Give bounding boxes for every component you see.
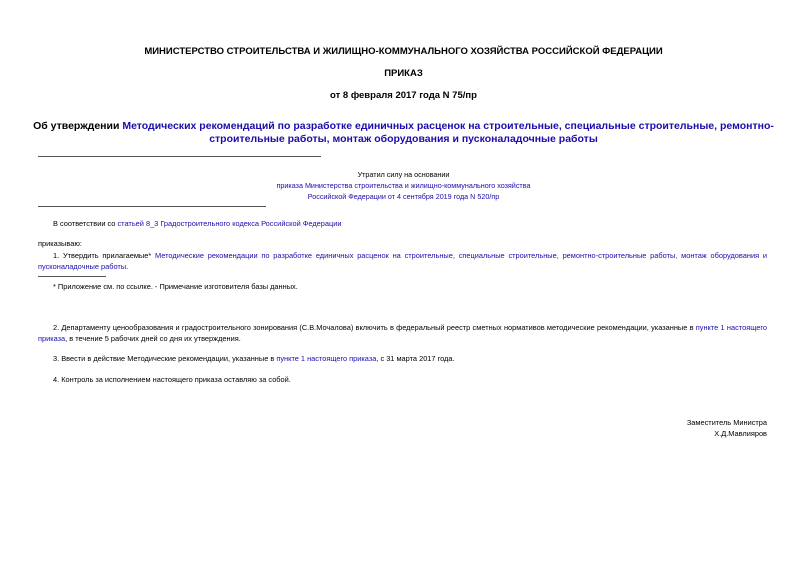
item-2-paragraph: [38, 322, 767, 344]
status-divider: [38, 206, 266, 207]
signature-position: Заместитель Министра: [686, 418, 767, 427]
footnote: * Приложение см. по ссылке. - Примечание изготовителя базы данных.: [53, 282, 298, 291]
status-link-line-3[interactable]: Российской Федерации от 4 сентября 2019 года N 520/пр: [307, 192, 500, 201]
doc-type-heading: ПРИКАЗ: [384, 68, 423, 79]
signature-name: Х.Д.Мавлияров: [714, 429, 767, 438]
basis-paragraph: [53, 218, 753, 229]
item-3-prefix: 3. Ввести в действие Методические рекомендации, указанные в: [53, 354, 277, 363]
title-prefix: Об утверждении: [33, 120, 123, 132]
item-1-prefix: 1. Утвердить прилагаемые*: [53, 251, 156, 260]
basis-prefix: В соответствии со: [53, 219, 118, 228]
order-word: приказываю:: [38, 239, 82, 248]
item-1-suffix: .: [126, 262, 129, 271]
status-block: [200, 169, 607, 202]
document-title: [30, 120, 777, 146]
title-divider: [38, 156, 321, 157]
item-3-paragraph: [53, 353, 767, 364]
item-4-paragraph: 4. Контроль за исполнением настоящего приказа оставляю за собой.: [53, 375, 291, 384]
status-line-1: Утратил силу на основании: [357, 170, 450, 179]
title-link[interactable]: Методических рекомендаций по разработке единичных расценок на строительные, специальные строительные, ремонтно-строительные работы, монтаж оборудования и пусконаладочные работы: [122, 120, 774, 145]
item-1-link[interactable]: Методические рекомендации по разработке единичных расценок на строительные, специальные строительные, ремонтно-строительные работы, монтаж оборудования и пусконаладочные работы: [38, 251, 768, 271]
basis-link[interactable]: статьей 8_3 Градостроительного кодекса Российской Федерации: [117, 219, 342, 228]
status-link-line-2[interactable]: приказа Министерства строительства и жилищно-коммунального хозяйства: [276, 181, 531, 190]
signature-block: [687, 417, 767, 439]
item-2-suffix: , в течение 5 рабочих дней со дня их утверждения.: [65, 334, 241, 343]
item-3-link[interactable]: пункте 1 настоящего приказа: [276, 354, 377, 363]
date-number-heading: от 8 февраля 2017 года N 75/пр: [330, 90, 477, 101]
ministry-heading: МИНИСТЕРСТВО СТРОИТЕЛЬСТВА И ЖИЛИЩНО-КОММУНАЛЬНОГО ХОЗЯЙСТВА РОССИЙСКОЙ ФЕДЕРАЦИИ: [144, 46, 663, 57]
item-3-suffix: , с 31 марта 2017 года.: [376, 354, 455, 363]
footnote-divider: [38, 276, 106, 277]
item-1-paragraph: [38, 250, 767, 272]
item-2-prefix: 2. Департаменту ценообразования и градостроительного зонирования (С.В.Мочалова) включить в федеральный реестр сметных нормативов методические рекомендации, указанные в: [53, 323, 696, 332]
item-2-link[interactable]: пункте 1 настоящего приказа: [38, 323, 767, 343]
